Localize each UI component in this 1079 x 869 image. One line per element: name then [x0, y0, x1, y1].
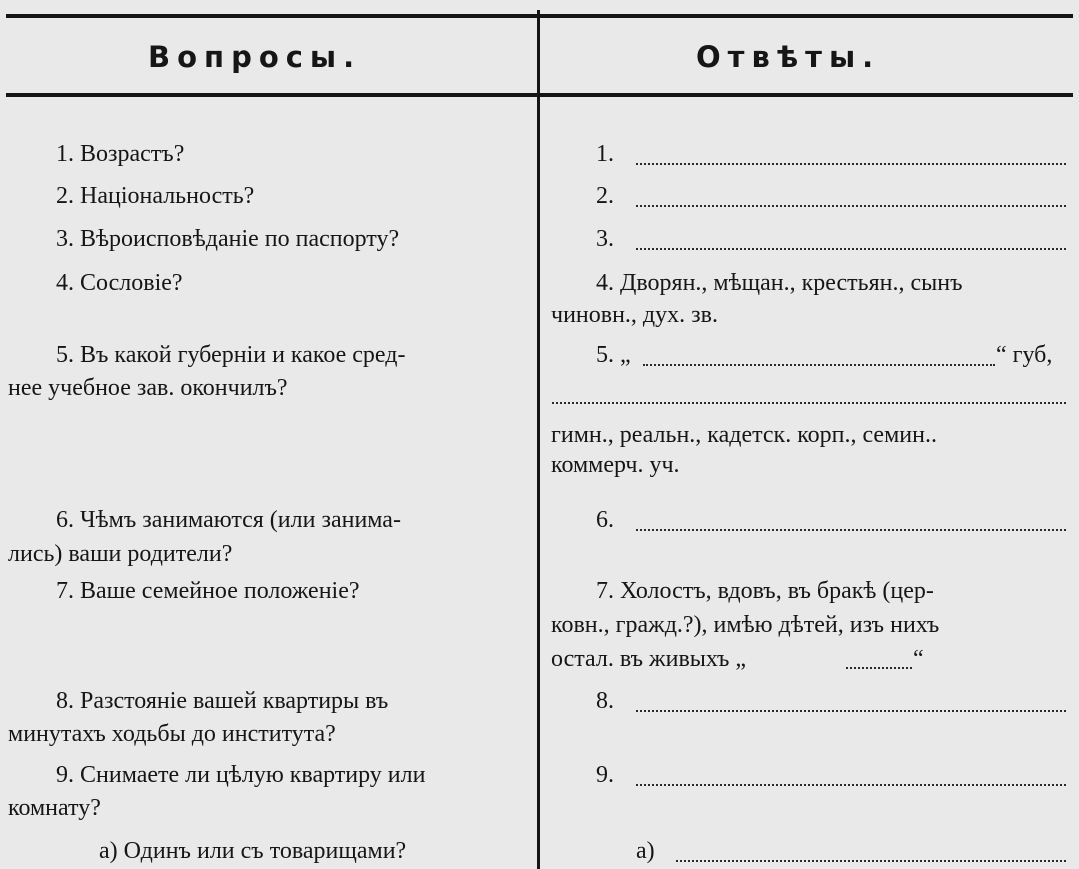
- answer-5-prefix: 5. „: [596, 342, 631, 368]
- questions-header: Вопросы.: [148, 40, 362, 74]
- answer-9-blank: [636, 784, 1066, 786]
- question-5-line-2: нее учебное зав. окончилъ?: [8, 375, 288, 401]
- answer-8-blank: [636, 710, 1066, 712]
- question-9-line-1: 9. Снимаете ли цѣлую квартиру или: [56, 762, 426, 788]
- answer-2-blank: [636, 205, 1066, 207]
- answer-2-number: 2.: [596, 183, 614, 209]
- answer-7-children-blank: [846, 667, 912, 669]
- answer-5-suffix: “ губ,: [996, 342, 1053, 368]
- answer-5-schools-line-2: коммерч. уч.: [551, 452, 680, 478]
- question-6-line-2: лись) ваши родители?: [8, 541, 233, 567]
- answer-7-line-1: 7. Холостъ, вдовъ, въ бракѣ (цер-: [596, 578, 934, 604]
- question-8-line-2: минутахъ ходьбы до института?: [8, 721, 336, 747]
- answer-1-blank: [636, 163, 1066, 165]
- answer-6-blank: [636, 529, 1066, 531]
- question-9a: а) Одинъ или съ товарищами?: [99, 838, 407, 864]
- answer-3-blank: [636, 248, 1066, 250]
- answer-9a-blank: [676, 860, 1066, 862]
- answer-7-line-2: ковн., гражд.?), имѣю дѣтей, изъ нихъ: [551, 612, 940, 638]
- answer-7-line-3-suffix: “: [913, 646, 924, 672]
- question-7: 7. Ваше семейное положеніе?: [56, 578, 360, 604]
- question-3: 3. Вѣроисповѣданіе по паспорту?: [56, 226, 400, 252]
- question-1: 1. Возрастъ?: [56, 141, 185, 167]
- answer-6-number: 6.: [596, 507, 614, 533]
- answer-9-number: 9.: [596, 762, 614, 788]
- question-9-line-2: комнату?: [8, 795, 101, 821]
- question-5-line-1: 5. Въ какой губерніи и какое сред-: [56, 342, 406, 368]
- answer-1-number: 1.: [596, 141, 614, 167]
- column-divider: [537, 10, 540, 869]
- question-2: 2. Національность?: [56, 183, 255, 209]
- answer-9a-label: а): [636, 838, 655, 864]
- answer-4-line-1: 4. Дворян., мѣщан., крестьян., сынъ: [596, 270, 963, 296]
- answer-5-province-blank: [643, 364, 995, 366]
- answer-8-number: 8.: [596, 688, 614, 714]
- answer-5-school-blank: [552, 402, 1066, 404]
- answer-7-line-3-prefix: остал. въ живыхъ „: [551, 646, 747, 672]
- answers-header: Отвѣты.: [696, 40, 881, 74]
- answer-3-number: 3.: [596, 226, 614, 252]
- question-6-line-1: 6. Чѣмъ занимаются (или занима-: [56, 507, 401, 533]
- question-4: 4. Сословіе?: [56, 270, 183, 296]
- question-8-line-1: 8. Разстояніе вашей квартиры въ: [56, 688, 389, 714]
- answer-4-line-2: чиновн., дух. зв.: [551, 302, 718, 328]
- answer-5-schools-line-1: гимн., реальн., кадетск. корп., семин..: [551, 422, 937, 448]
